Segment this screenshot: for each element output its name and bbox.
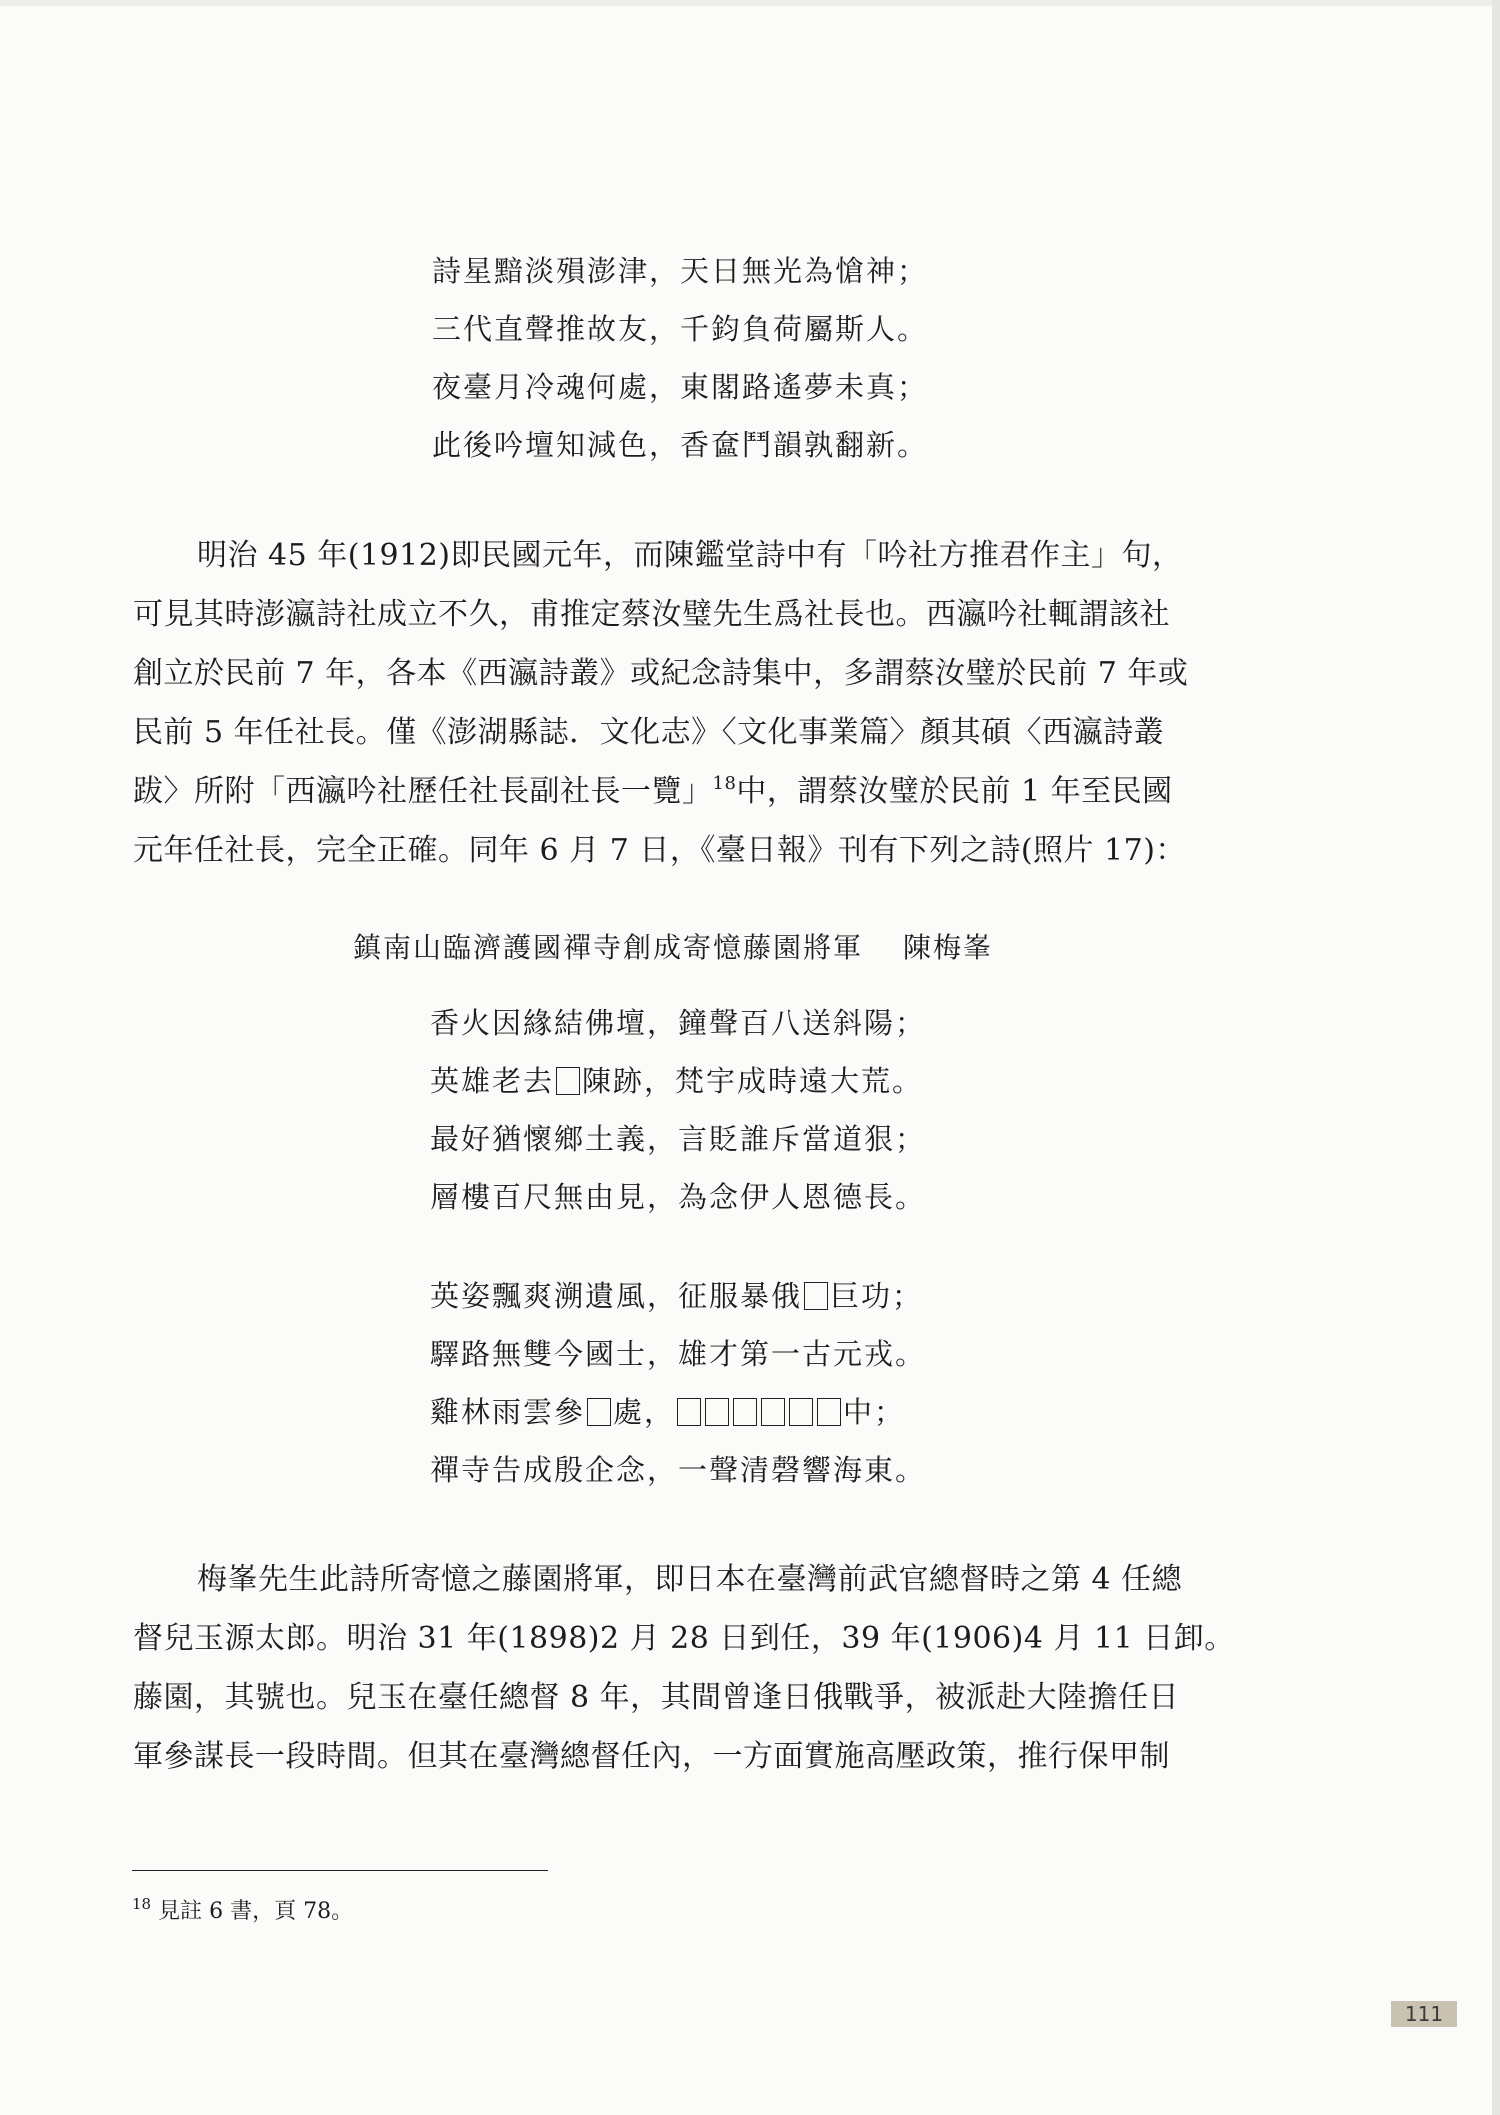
poem-title	[353, 926, 993, 966]
footnote-number: 18	[132, 1895, 152, 1913]
poem-line: 驛路無雙今國士，雄才第一古元戎。	[430, 1337, 927, 1371]
poem-line	[430, 1383, 926, 1441]
paragraph-line: 軍參謀長一段時間。但其在臺灣總督任內，一方面實施高壓政策，推行保甲制	[133, 1739, 1170, 1774]
missing-character-box	[804, 1282, 828, 1310]
missing-character-box	[677, 1398, 701, 1426]
footnote	[132, 1894, 353, 1925]
poem-block-2	[430, 994, 926, 1226]
poem-text: 巨功；	[830, 1279, 924, 1313]
paragraph-line: 梅峯先生此詩所寄憶之藤園將軍，即日本在臺灣前武官總督時之第 4 任總	[197, 1562, 1183, 1597]
poem-text: 英姿飄爽溯遺風，征服暴俄	[430, 1279, 803, 1313]
footnote-reference: 18	[712, 773, 737, 794]
poem-text: 處，	[613, 1395, 676, 1429]
paragraph-line	[133, 762, 1243, 821]
footnote-divider	[132, 1870, 548, 1871]
poem-block-3	[430, 1267, 926, 1499]
paragraph-line: 可見其時澎瀛詩社成立不久，甫推定蔡汝璧先生爲社長也。西瀛吟社輒謂該社	[133, 597, 1170, 632]
paragraph-line: 藤園，其號也。兒玉在臺任總督 8 年，其間曾逢日俄戰爭，被派赴大陸擔任日	[133, 1680, 1180, 1715]
poem-line	[430, 1267, 926, 1325]
poem-line: 最好猶懷鄉土義，言貶誰斥當道狠；	[430, 1122, 927, 1156]
poem-text: 英雄老去	[430, 1064, 555, 1098]
poem-author: 陳梅峯	[903, 931, 994, 964]
poem-line: 禪寺告成殷企念，一聲清磬響海東。	[430, 1453, 927, 1487]
poem-line: 夜臺月冷魂何處，東閣路遙夢未真；	[432, 370, 929, 404]
paragraph-line: 民前 5 年任社長。僅《澎湖縣誌．文化志》〈文化事業篇〉顏其碩〈西瀛詩叢	[133, 715, 1165, 750]
poem-line: 香火因緣結佛壇，鐘聲百八送斜陽；	[430, 1006, 927, 1040]
poem-title-text: 鎮南山臨濟護國禪寺創成寄憶藤園將軍	[353, 931, 864, 964]
poem-text: 雞林雨雲參	[430, 1395, 586, 1429]
paragraph-text: 跋〉所附「西瀛吟社歷任社長副社長一覽」	[133, 774, 713, 809]
footnote-text: 見註 6 書，頁 78。	[158, 1899, 354, 1924]
poem-line: 層樓百尺無由見，為念伊人恩德長。	[430, 1180, 927, 1214]
missing-character-box	[556, 1067, 580, 1095]
poem-text: 中；	[843, 1395, 906, 1429]
body-paragraph-2	[133, 1550, 1243, 1786]
poem-text: 陳跡，梵宇成時遠大荒。	[582, 1064, 924, 1098]
page-number: 111	[1391, 2001, 1457, 2027]
missing-character-box	[587, 1398, 611, 1426]
missing-character-box	[789, 1398, 813, 1426]
missing-character-box	[761, 1398, 785, 1426]
poem-line: 此後吟壇知減色，香奩鬥韻孰翻新。	[432, 428, 929, 462]
missing-character-box	[817, 1398, 841, 1426]
paragraph-line: 創立於民前 7 年，各本《西瀛詩叢》或紀念詩集中，多謂蔡汝璧於民前 7 年或	[133, 656, 1189, 691]
poem-line	[430, 1052, 926, 1110]
page-top-edge	[0, 0, 1500, 6]
poem-block-1	[432, 242, 928, 474]
paragraph-line: 督兒玉源太郎。明治 31 年(1898)2 月 28 日到任，39 年(1906)4 月 11 日卸。	[133, 1621, 1235, 1656]
missing-character-box	[705, 1398, 729, 1426]
paragraph-line: 明治 45 年(1912)即民國元年，而陳鑑堂詩中有「吟社方推君作主」句，	[197, 538, 1183, 573]
page-right-edge	[1492, 0, 1500, 2115]
poem-line: 三代直聲推故友，千鈞負荷屬斯人。	[432, 312, 929, 346]
poem-line: 詩星黯淡殞澎津，天日無光為愴神；	[432, 254, 929, 288]
missing-character-box	[733, 1398, 757, 1426]
paragraph-text: 中，謂蔡汝璧於民前 1 年至民國	[736, 774, 1173, 809]
paragraph-line: 元年任社長，完全正確。同年 6 月 7 日，《臺日報》刊有下列之詩(照片 17)：	[133, 833, 1186, 868]
body-paragraph-1	[133, 526, 1243, 880]
